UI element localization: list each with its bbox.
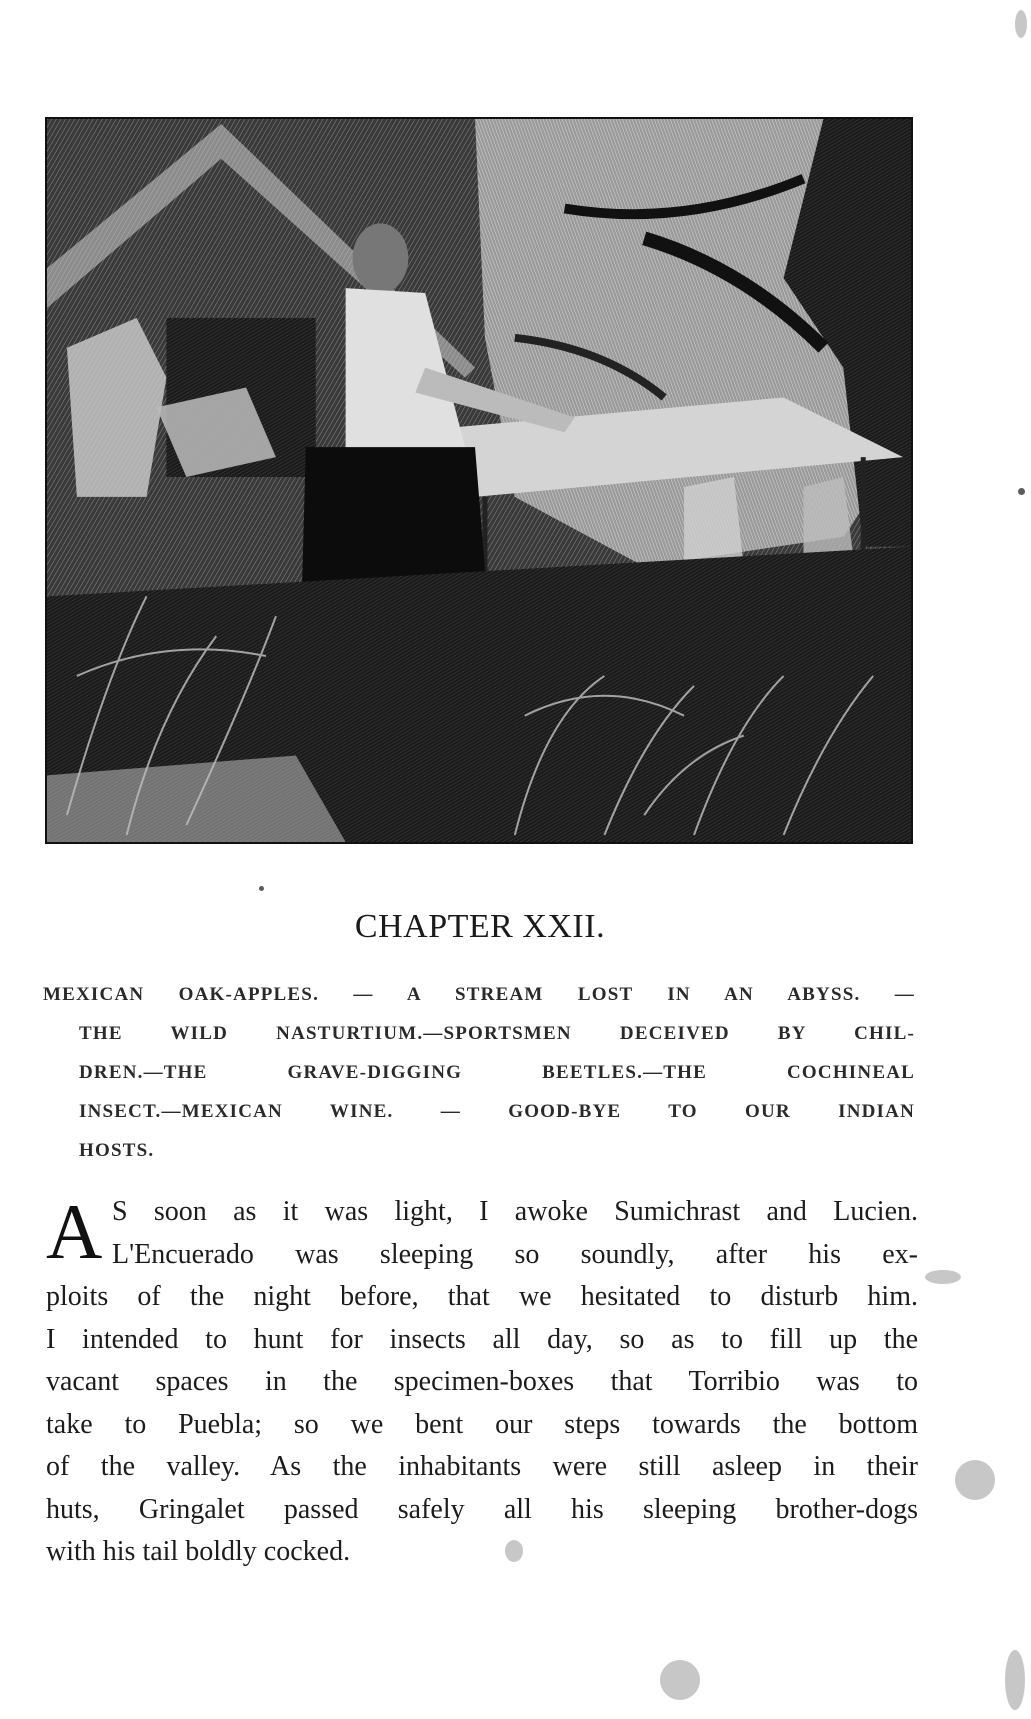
text-line: of the valley. As the inhabitants were still asleep in their [46,1451,918,1482]
text-line: with his tail boldly cocked. [46,1536,351,1567]
paper-speck [1015,10,1027,38]
synopsis-line: MEXICAN OAK-APPLES. — A STREAM LOST IN AN ABYSS. — [43,984,915,1005]
chapter-synopsis [43,975,915,1170]
paper-speck [259,886,264,891]
engraving-icon [47,119,911,842]
text-line: L'Encuerado was sleeping so soundly, after his ex- [112,1238,918,1270]
chapter-title: CHAPTER XXII. [354,908,606,945]
text-line: take to Puebla; so we bent our steps towards the bottom [46,1408,918,1440]
drop-cap: A [46,1188,103,1275]
paper-speck [955,1460,995,1500]
paper-speck [1005,1650,1025,1710]
paper-speck [925,1270,961,1284]
engraving-illustration [45,117,913,844]
paper-speck [1018,488,1025,495]
body-paragraph [46,1188,918,1574]
paper-speck [505,1540,523,1562]
text-line: I intended to hunt for insects all day, so as to fill up the [46,1323,918,1355]
paper-speck [660,1660,700,1700]
synopsis-line: THE WILD NASTURTIUM.—SPORTSMEN DECEIVED BY CHIL- [79,1023,915,1044]
text-line: huts, Gringalet passed safely all his sleeping brother-dogs [46,1493,918,1525]
text-line: ploits of the night before, that we hesitated to disturb him. [46,1281,918,1312]
text-line: vacant spaces in the specimen-boxes that Torribio was to [46,1366,918,1397]
synopsis-line: DREN.—THE GRAVE-DIGGING BEETLES.—THE COCHINEAL [79,1062,915,1083]
text-line: S soon as it was light, I awoke Sumichrast and Lucien. [112,1196,918,1227]
synopsis-line: HOSTS. [79,1140,155,1161]
synopsis-line: INSECT.—MEXICAN WINE. — GOOD-BYE TO OUR INDIAN [79,1101,915,1122]
